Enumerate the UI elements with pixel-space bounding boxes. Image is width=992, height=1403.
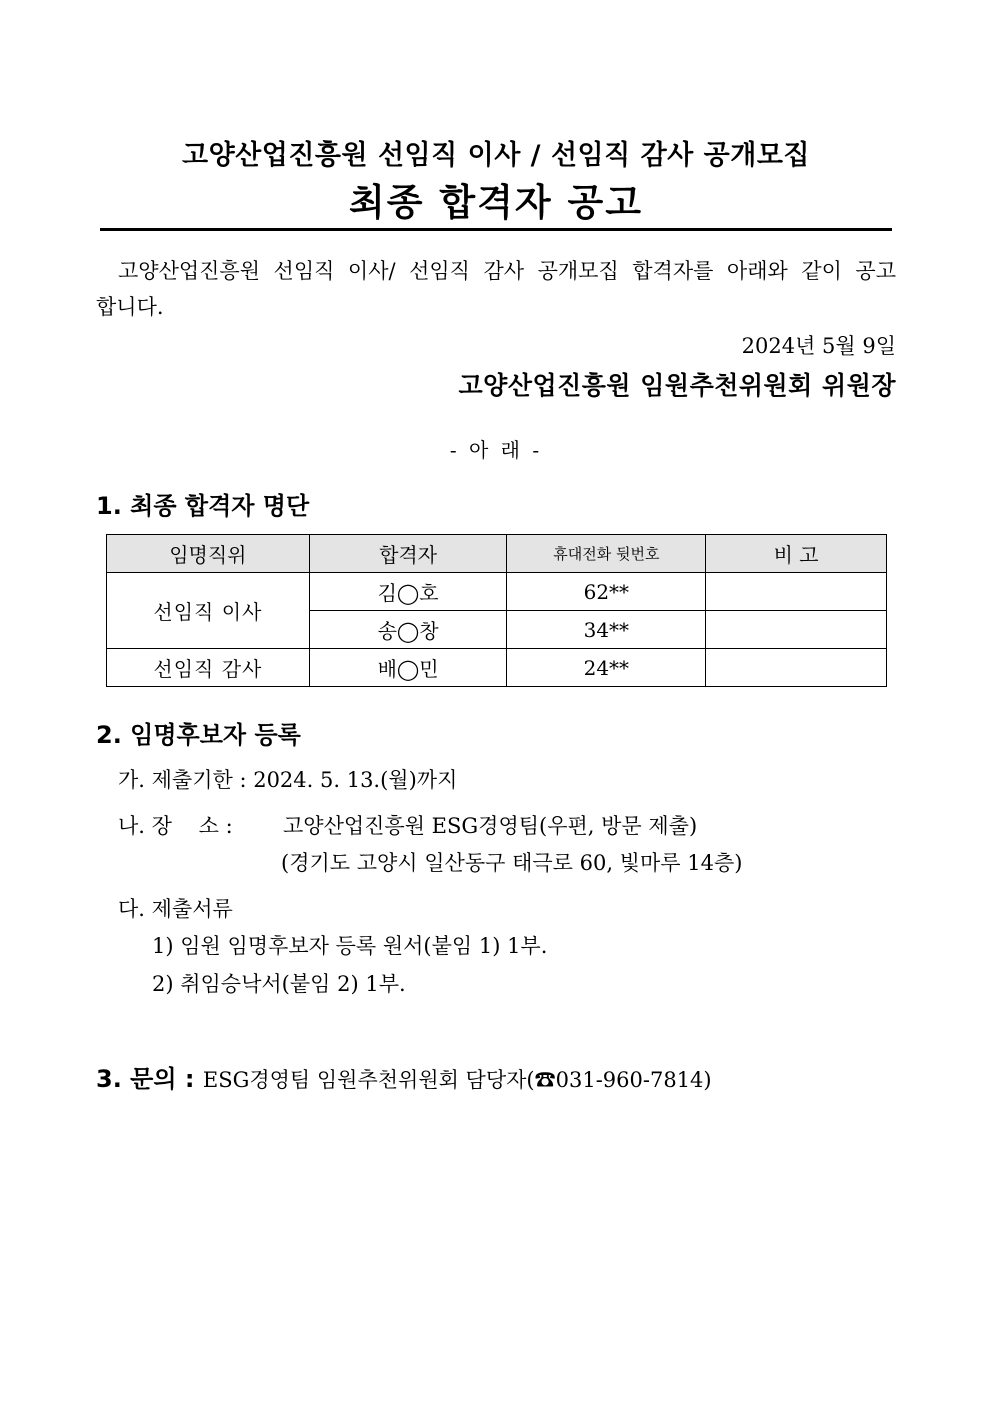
contact-info: ESG경영팀 임원추천위원회 담당자(☎031-960-7814)	[202, 1068, 712, 1092]
candidate-table	[106, 534, 887, 687]
cell-phone: 34**	[507, 611, 706, 649]
notice-subtitle: 최종 합격자 공고	[349, 181, 643, 224]
title-divider	[100, 228, 892, 231]
section3-title: 3. 문의 :	[96, 1065, 195, 1093]
place-line-2: (경기도 고양시 일산동구 태극로 60, 빛마루 14층)	[281, 851, 743, 875]
cell-phone: 24**	[507, 649, 706, 687]
below-marker: - 아 래 -	[449, 438, 543, 462]
document-item: 2) 취임승낙서(붙임 2) 1부.	[152, 972, 406, 996]
cell-position: 선임직 감사	[107, 649, 310, 687]
table-row	[107, 573, 887, 611]
cell-phone: 62**	[507, 573, 706, 611]
section2-title: 2. 임명후보자 등록	[96, 721, 301, 749]
header-note: 비 고	[706, 535, 887, 573]
header-name: 합격자	[309, 535, 507, 573]
table-row	[107, 649, 887, 687]
header-position: 임명직위	[107, 535, 310, 573]
document-item: 1) 임원 임명후보자 등록 원서(붙임 1) 1부.	[152, 934, 548, 958]
notice-date: 2024년 5월 9일	[741, 334, 896, 358]
cell-name: 김◯호	[309, 573, 507, 611]
table-header-row	[107, 535, 887, 573]
documents-title: 다. 제출서류	[118, 897, 233, 921]
issuer-name: 고양산업진흥원 임원추천위원회 위원장	[458, 371, 896, 400]
header-phone: 휴대전화 뒷번호	[507, 535, 706, 573]
cell-position: 선임직 이사	[107, 573, 310, 649]
place-line-1: 고양산업진흥원 ESG경영팀(우편, 방문 제출)	[283, 814, 698, 838]
place-label: 나. 장 소 :	[118, 814, 233, 838]
section1-title: 1. 최종 합격자 명단	[96, 492, 310, 520]
notice-title: 고양산업진흥원 선임직 이사 / 선임직 감사 공개모집	[182, 140, 810, 171]
deadline-line: 가. 제출기한 : 2024. 5. 13.(월)까지	[118, 768, 458, 792]
cell-name: 송◯창	[309, 611, 507, 649]
cell-name: 배◯민	[309, 649, 507, 687]
intro-paragraph: 고양산업진흥원 선임직 이사/ 선임직 감사 공개모집 합격자를 아래와 같이 공고합니다.	[96, 259, 896, 319]
cell-note	[706, 573, 887, 611]
section3	[96, 1059, 712, 1094]
cell-note	[706, 649, 887, 687]
cell-note	[706, 611, 887, 649]
